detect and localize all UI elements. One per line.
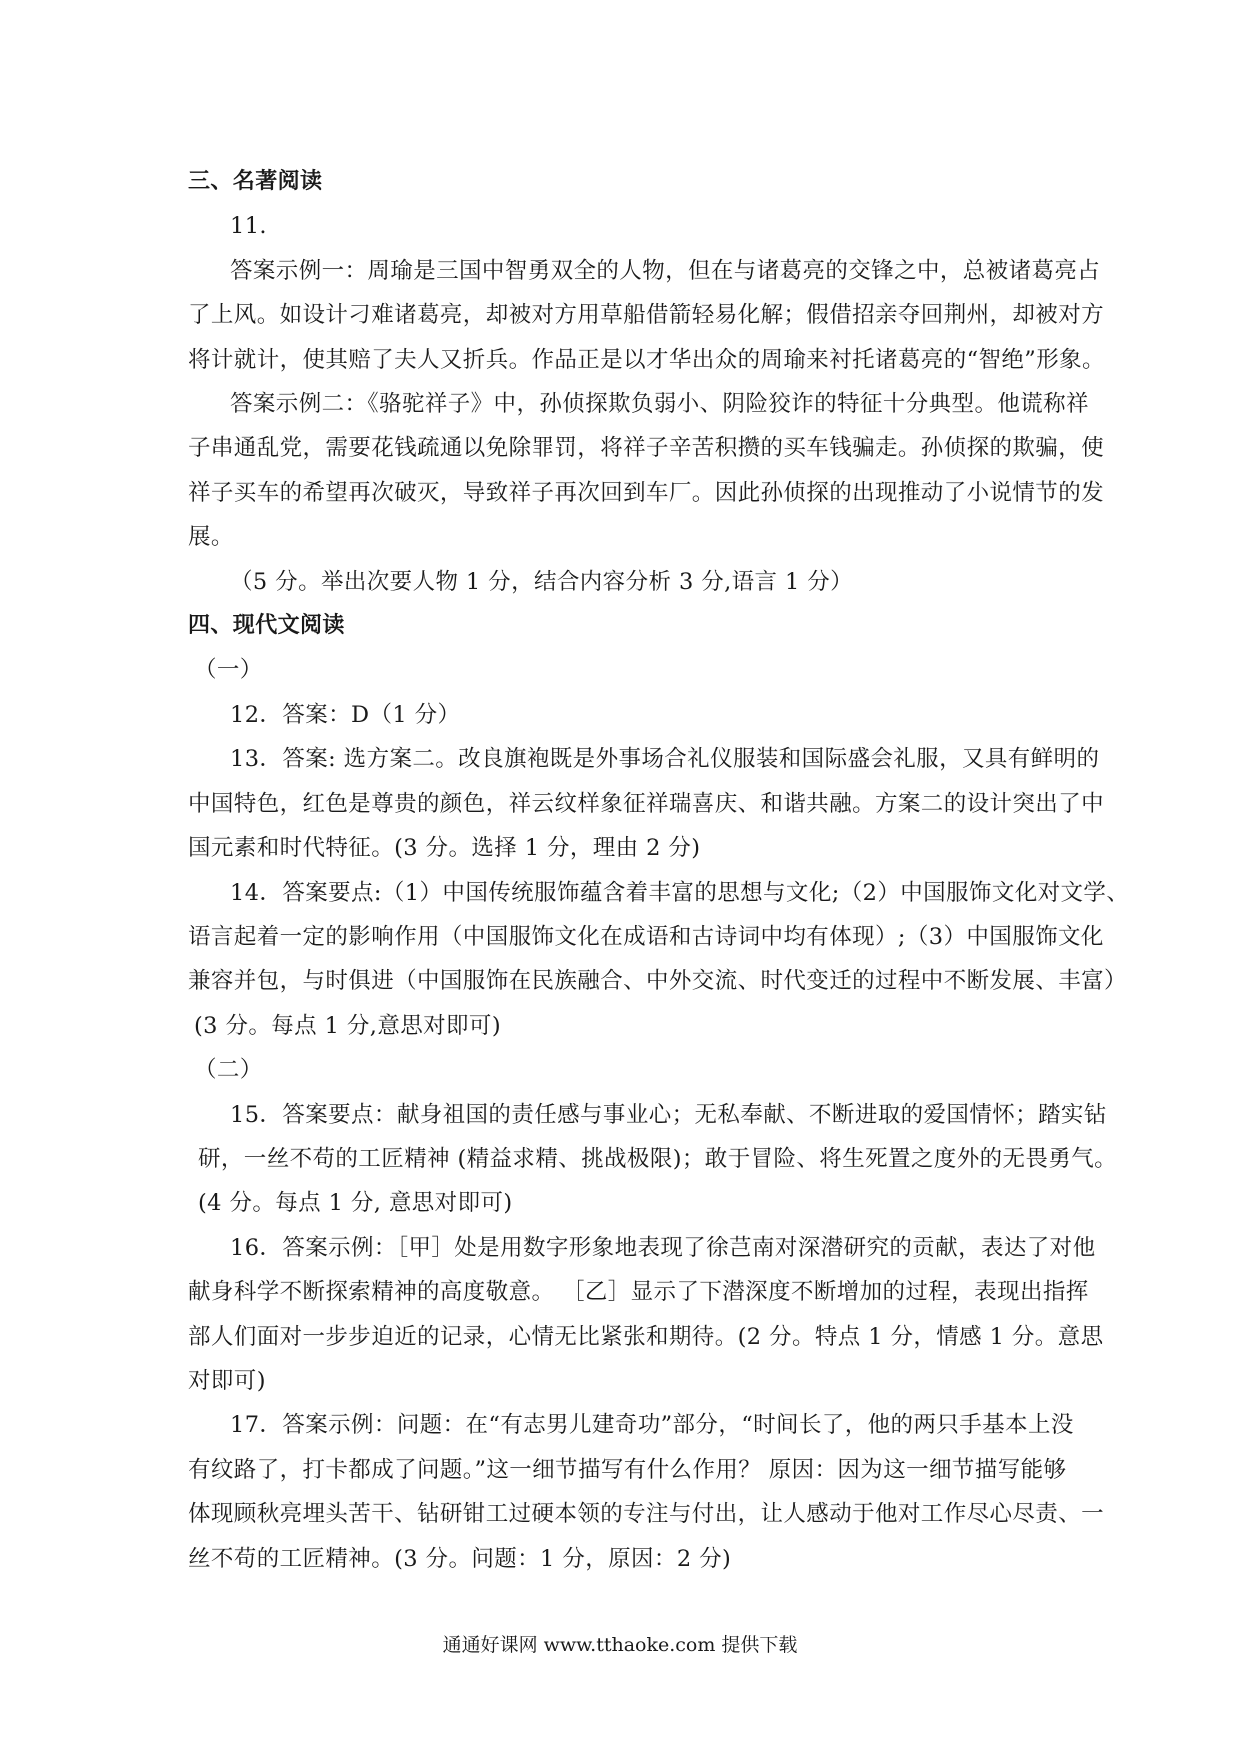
q11-score-note: （5 分。举出次要人物 1 分，结合内容分析 3 分,语言 1 分） <box>230 568 854 595</box>
q11-example1-line2: 了上风。如设计刁难诸葛亮，却被对方用草船借箭轻易化解；假借招亲夺回荆州，却被对方 <box>188 302 1105 329</box>
q16-line2: 献身科学不断探索精神的高度敬意。 ［乙］显示了下潜深度不断增加的过程，表现出指挥 <box>188 1279 1089 1306</box>
q11-example2-line2: 子串通乱党，需要花钱疏通以免除罪罚，将祥子辛苦积攒的买车钱骗走。孙侦探的欺骗，使 <box>188 435 1105 462</box>
q15-line3: (4 分。每点 1 分, 意思对即可) <box>198 1190 513 1217</box>
question-12: 12．答案：D（1 分） <box>230 701 461 728</box>
part-2-label: （二） <box>194 1057 263 1084</box>
q16-line1: 16．答案示例：［甲］处是用数字形象地表现了徐芑南对深潜研究的贡献，表达了对他 <box>230 1234 1096 1261</box>
page-footer: 通通好课网 www.tthaoke.com 提供下载 <box>442 1634 798 1656</box>
part-1-label: （一） <box>194 657 263 684</box>
q17-line4: 丝不苟的工匠精神。(3 分。问题：1 分，原因：2 分) <box>188 1545 732 1572</box>
q17-line3: 体现顾秋亮埋头苦干、钻研钳工过硬本领的专注与付出，让人感动于他对工作尽心尽责、一 <box>188 1501 1105 1528</box>
q11-example2-line3: 祥子买车的希望再次破灭，导致祥子再次回到车厂。因此孙侦探的出现推动了小说情节的发 <box>188 479 1105 506</box>
q13-line1: 13．答案: 选方案二。改良旗袍既是外事场合礼仪服装和国际盛会礼服，又具有鲜明的 <box>230 746 1100 773</box>
q14-line4: (3 分。每点 1 分,意思对即可) <box>194 1012 501 1039</box>
q14-line3: 兼容并包，与时俱进（中国服饰在民族融合、中外交流、时代变迁的过程中不断发展、丰富） <box>188 968 1127 995</box>
section-title-4: 四、现代文阅读 <box>188 613 345 639</box>
q11-example1-line1: 答案示例一：周瑜是三国中智勇双全的人物，但在与诸葛亮的交锋之中，总被诸葛亮占 <box>230 257 1101 284</box>
q11-example2-line4: 展。 <box>188 524 234 551</box>
q13-line3: 国元素和时代特征。(3 分。选择 1 分，理由 2 分) <box>188 835 701 862</box>
q11-example1-line3: 将计就计，使其赔了夫人又折兵。作品正是以才华出众的周瑜来衬托诸葛亮的“智绝”形象。 <box>188 346 1105 373</box>
q17-line1: 17．答案示例：问题：在“有志男儿建奇功”部分，“时间长了，他的两只手基本上没 <box>230 1412 1074 1439</box>
q17-line2: 有纹路了，打卡都成了问题。”这一细节描写有什么作用？ 原因：因为这一细节描写能够 <box>188 1456 1067 1483</box>
q14-line2: 语言起着一定的影响作用（中国服饰文化在成语和古诗词中均有体现）;（3）中国服饰文化 <box>188 923 1104 950</box>
q16-line3: 部人们面对一步步迫近的记录，心情无比紧张和期待。(2 分。特点 1 分，情感 1 分。意思 <box>188 1323 1104 1350</box>
question-11-number: 11. <box>230 213 267 240</box>
q11-example2-line1: 答案示例二：《骆驼祥子》中，孙侦探欺负弱小、阴险狡诈的特征十分典型。他谎称祥 <box>230 391 1089 418</box>
q15-line1: 15．答案要点：献身祖国的责任感与事业心；无私奉献、不断进取的爱国情怀；踏实钻 <box>230 1101 1107 1128</box>
document-body <box>188 160 1130 1581</box>
q16-line4: 对即可) <box>188 1367 266 1394</box>
q15-line2: 研，一丝不苟的工匠精神 (精益求精、挑战极限)；敢于冒险、将生死置之度外的无畏勇气。 <box>198 1145 1118 1172</box>
q14-line1: 14．答案要点:（1）中国传统服饰蕴含着丰富的思想与文化;（2）中国服饰文化对文学、 <box>230 879 1130 906</box>
section-title-3: 三、名著阅读 <box>188 169 323 194</box>
q13-line2: 中国特色，红色是尊贵的颜色，祥云纹样象征祥瑞喜庆、和谐共融。方案二的设计突出了中 <box>188 790 1105 817</box>
